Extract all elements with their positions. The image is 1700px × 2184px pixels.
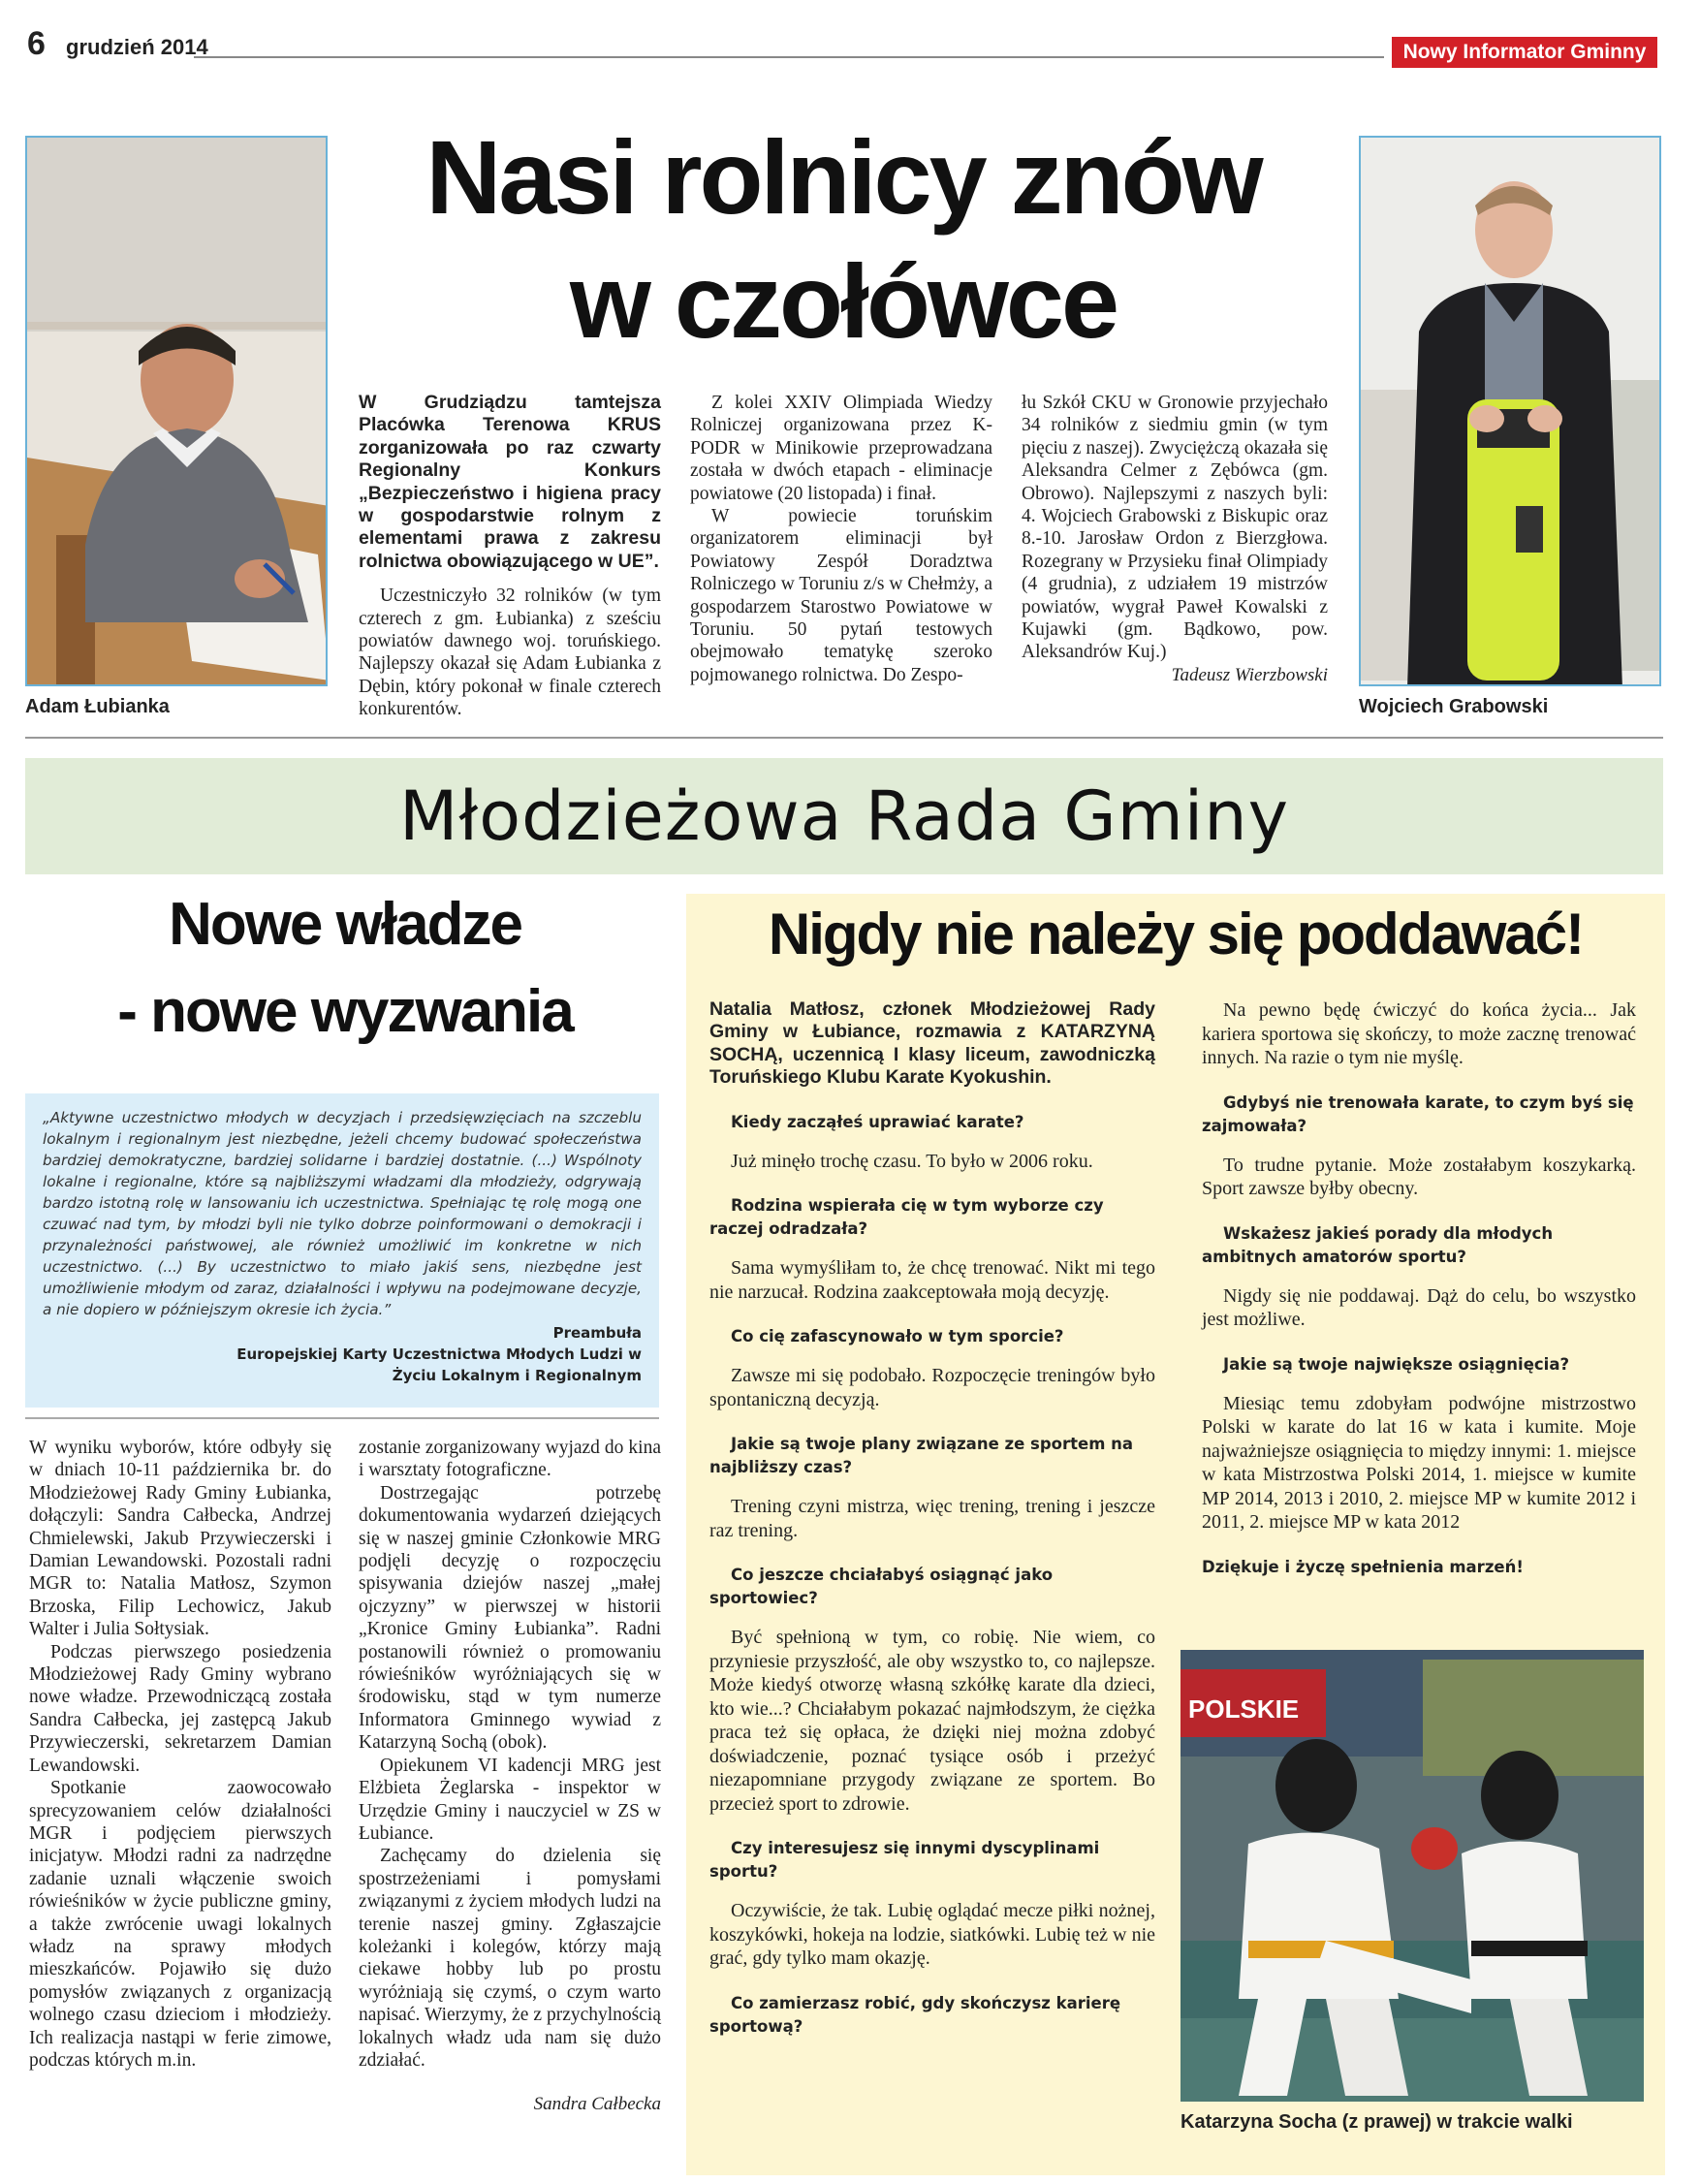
interview-answer: Miesiąc temu zdobyłam podwójne mistrzostwo Polski w karate do lat 16 w kata i kumite. Moje najważniejsze osiągnięcia to między innymi: 1. miejsce w kata Mistrzostwa Polski 2014, 1. miejsce w kumite MP 2014, 2013 i 2010, 2. miejsce MP w kumite 2012 i 2011, 2. miejsce MP w kata 2012 [1202,1392,1636,1533]
interview-col-left [709,998,1155,2039]
photo-wojciech-grabowski [1359,136,1661,686]
interview-answer: Sama wymyśliłam to, że chcę trenować. Nikt mi tego nie narzucał. Rodzina zaakceptowała moją decyzję. [709,1257,1155,1303]
article1-col1 [359,392,661,721]
man-writing-photo-icon [27,138,328,686]
article1-col2 [690,392,992,686]
article2-title-line1: Nowe władze [169,891,521,958]
article2-col1 [29,1437,331,2072]
quote-source-line1: Preambuła [552,1324,642,1342]
section-banner [25,758,1663,874]
photo-caption-karate: Katarzyna Socha (z prawej) w trakcie walki [1181,2111,1573,2133]
article2-col2-p2: Dostrzegając potrzebę dokumentowania wydarzeń dziejących się w naszej gminie Członkowie MRG podjęli decyzję o rozpoczęciu spisywania dziejów naszej „małej ojczyzny” w pierwszej w historii „Kronice Gminy Łubianka”. Radni postanowili również o promowaniu rówieśników wyróżniających się w środowisku, stąd w tym numerze Informatora Gminnego wywiad z Katarzyną Sochą (obok). [359,1482,661,1754]
brand-badge: Nowy Informator Gminny [1392,37,1657,68]
photo-karate-fight [1181,1650,1644,2102]
article2-col1-p3: Spotkanie zaowocowało sprecyzowaniem celów działalności MGR i podjęciem pierwszych inicjatyw. Młodzi radni za nadrzędne zadanie uznali włączenie swoich rówieśników w życie publiczne gminy, a także zwrócenie uwagi lokalnych władz na sprawy młodych mieszkańców. Pojawiło się dużo pomysłów związanych z organizacją wolnego czasu dzieciom i młodzieży. Ich realizacja nastąpi w ferie zimowe, podczas których m.in. [29,1778,331,2071]
article1-col3-text: łu Szkół CKU w Gronowie przyjechało 34 rolników z siedmiu gmin (w tym pięciu z naszej). Zwyciężczą okazała się Aleksandra Celmer z Zębówca (gm. Obrowo). Najlepszymi z naszych byli: 4. Wojciech Grabowski z Biskupic oraz 8.-10. Jarosław Ordon z Bierzgłowa. Rozegrany w Przysieku finał Olimpiady (4 grudnia), z udziałem 19 mistrzów powiatów, wygrał Paweł Kowalski z Kujawki (gm. Bądkowo, pow. Aleksandrów Kuj.) [1022,393,1328,663]
interview-answer: To trudne pytanie. Może zostałabym koszykarką. Sport zawsze byłby obecny. [1202,1154,1636,1199]
interview-col-right [1202,998,1636,1579]
article1-col2-p1: Z kolei XXIV Olimpiada Wiedzy Rolniczej organizowana przez K-PODR w Minikowie przeprowadzana została w dwóch etapach - eliminacje powiatowe (20 listopada) i finał. [690,393,992,504]
article1-col3 [1022,392,1328,686]
issue-date: grudzień 2014 [66,35,208,59]
man-with-sprayer-photo-icon [1361,138,1661,686]
article2-signature: Sandra Całbecka [533,2094,661,2115]
interview-question: Rodzina wspierała cię w tym wyborze czy raczej odradzała? [709,1196,1104,1239]
interview-answer: Zawsze mi się podobało. Rozpoczęcie treningów było spontaniczną decyzją. [709,1365,1155,1410]
quote-rule [25,1417,659,1419]
section-banner-title: Młodzieżowa Rada Gminy [398,776,1290,856]
article2-col1-p2: Podczas pierwszego posiedzenia Młodzieżowej Rady Gminy wybrano nowe władze. Przewodniczącą została Sandra Całbecka, jej zastępcą Jakub Przywieczerski, sekretarzem Damian Lewandowski. [29,1641,331,1776]
interview-answer: Na pewno będę ćwiczyć do końca życia... Jak kariera sportowa się skończy, to może zacznę trenować innych. Na razie o tym nie myślę. [1202,999,1636,1068]
article2-title-line2: - nowe wyzwania [117,978,573,1045]
photo-banner-text: POLSKIE [1188,1694,1300,1724]
article1-signature: Tadeusz Wierzbowski [1171,664,1328,685]
interview-question: Co jeszcze chciałabyś osiągnąć jako sportowiec? [709,1566,1054,1608]
quote-source-line2: Europejskiej Karty Uczestnictwa Młodych Ludzi w [236,1345,642,1363]
photo-caption-left: Adam Łubianka [25,696,170,717]
interview-lead: Natalia Matłosz, członek Młodzieżowej Rady Gminy w Łubiance, rozmawia z KATARZYNĄ SOCHĄ, uczennicą I klasy liceum, zawodniczką Toruńskiego Klubu Karate Kyokushin. [709,998,1155,1089]
preamble-quote-box [25,1093,659,1408]
karate-fight-photo-icon [1181,1650,1644,2102]
interview-question: Co cię zafascynowało w tym sporcie? [731,1327,1064,1346]
article2-col2-p4: Zachęcamy do dzielenia się spostrzeżeniami i pomysłami związanymi z życiem młodych ludzi na terenie naszej gminy. Zgłaszajcie koleżanki i kolegów, którzy mają ciekawe hobby lub po prostu wyróżniają się czymś, o czym warto napisać. Wierzymy, że z przychylnością lokalnych władz uda nam się dużo zdziałać. [359,1846,661,2071]
article2-col1-p1: W wyniku wyborów, które odbyły się w dniach 10-11 października br. do Młodzieżowej Rady Gminy Łubianka, dołączyli: Sandra Całbecka, Andrzej Chmielewski, Jakub Przywieczerski i Damian Lewandowski. Pozostali radni MGR to: Natalia Matłosz, Szymon Brzoska, Filip Lechowicz, Jakub Walter i Julia Sołtysiak. [29,1438,331,1640]
article1-title-line1: Nasi rolnicy znów [425,118,1261,236]
interview-question: Co zamierzasz robić, gdy skończysz karierę sportową? [709,1993,1121,2036]
interview-question: Kiedy zacząłeś uprawiać karate? [731,1112,1024,1131]
interview-question: Wskażesz jakieś porady dla młodych ambitnych amatorów sportu? [1202,1223,1554,1266]
article2-col2-p1: zostanie zorganizowany wyjazd do kina i warsztaty fotograficzne. [359,1438,661,1481]
section-rule [25,737,1663,739]
interview-question: Czy interesujesz się innymi dyscyplinami sportu? [709,1839,1100,1882]
article1-title-line2: w czołówce [569,242,1118,360]
interview-question: Gdybyś nie trenowała karate, to czym byś się zajmowała? [1202,1092,1634,1135]
photo-caption-right: Wojciech Grabowski [1359,696,1549,717]
article2-col2-p3: Opiekunem VI kadencji MRG jest Elżbieta Żeglarska - inspektor w Urzędzie Gminy i nauczyciel w ZS w Łubiance. [359,1755,661,1844]
preamble-quote: „Aktywne uczestnictwo młodych w decyzjach i przedsięwzięciach na szczeblu lokalnym i regionalnym jest niezbędne, jeżeli chcemy budować społeczeństwa bardziej demokratyczne, bardziej solidarne i bardziej dostatnie. (...) Wspólnoty lokalne i regionalne, które są najbliższymi władzami dla młodzieży, odgrywają bardzo istotną rolę w lansowaniu ich uczestnictwa. Spełniając tę rolę mogą one czuwać nad tym, by młodzi byli nie tylko dobrze poinformowani o demokracji i przynależności państwowej, ale również umożliwić im konkretne w nich uczestnictwo. (...) By uczestnictwo to miało jakiś sens, niezbędne jest umożliwienie młodym od zaraz, działalności i wpływu na podejmowane decyzje, a nie dopiero w późniejszym okresie ich życia.” [43,1109,642,1318]
interview-question: Jakie są twoje największe osiągnięcia? [1223,1354,1570,1374]
header-rule [194,56,1384,58]
page-number: 6 [27,25,46,62]
interview-answer: Oczywiście, że tak. Lubię oglądać mecze piłki nożnej, koszykówki, hokeja na lodzie, siatkówki. Lubię też w nie grać, gdy tylko mam okazję. [709,1900,1155,1970]
interview-answer: Już minęło trochę czasu. To było w 2006 roku. [731,1150,1093,1172]
article1-lead: W Grudziądzu tamtejsza Placówka Terenowa KRUS zorganizowała po raz czwarty Regionalny Konkurs „Bezpieczeństwo i higiena pracy w gospodarstwie rolnym z elementami prawa z zakresu rolnictwa obowiązującego w UE”. [359,392,661,572]
article2-title [25,888,665,1049]
interview-answer: Być spełnioną w tym, co robię. Nie wiem, co przyniesie przyszłość, ale oby wszystko to, co najlepsze. Może kiedyś otworzę własną szkółkę karate dla dzieci, kto wie...? Chciałabym pokazać najmłodszym, że ciężka praca też się opłaca, że dzięki niej można zdobyć doświadczenie, poznać tysiące osób i przeżyć niezapomniane przygody związane ze sportem. Bo przecież sport to zdrowie. [709,1627,1155,1815]
article1-col1-text: Uczestniczyło 32 rolników (w tym czterech z gm. Łubianka) z sześciu powiatów dawnego woj. toruńskiego. Najlepszy okazał się Adam Łubianka z Dębin, który pokonał w finale czterech konkurentów. [359,586,661,720]
photo-adam-lubianka [25,136,328,686]
article1-col2-p2: W powiecie toruńskim organizatorem eliminacji był Powiatowy Zespół Doradztwa Rolniczego w Toruniu z/s w Chełmży, a gospodarzem Starostwo Powiatowe w Toruniu. 50 pytań testowych obejmowało tematykę szeroko pojmowanego rolnictwa. Do Zespo- [690,506,992,685]
interview-closing: Dziękuje i życzę spełnienia marzeń! [1202,1557,1524,1576]
interview-question: Jakie są twoje plany związane ze sportem na najbliższy czas? [709,1435,1134,1477]
article2-col2 [359,1437,661,2116]
quote-source-line3: Życiu Lokalnym i Regionalnym [392,1367,642,1384]
interview-answer: Trening czyni mistrza, więc trening, trening i jeszcze raz trening. [709,1496,1155,1541]
interview-title: Nigdy nie należy się poddawać! [768,902,1584,966]
interview-answer: Nigdy się nie poddawaj. Dąż do celu, bo wszystko jest możliwe. [1202,1284,1636,1330]
